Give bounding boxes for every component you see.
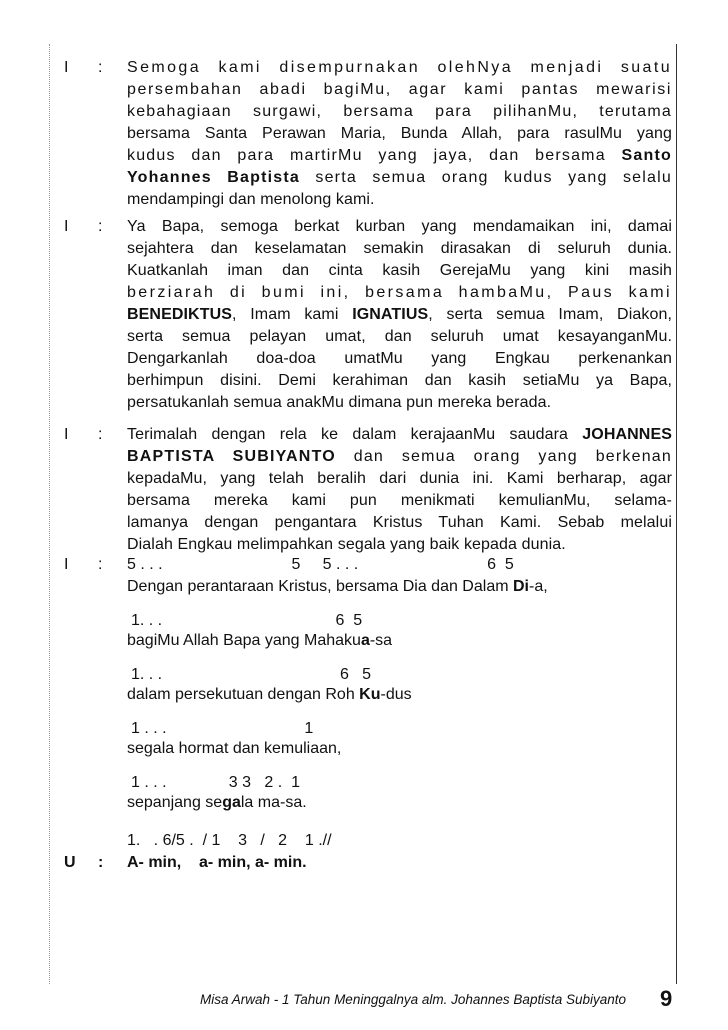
text-line: persembahan abadi bagiMu, agar kami pantas mewarisi [127, 81, 672, 98]
chant-notation: 1. . . 6 5 [131, 666, 372, 683]
text-line: serta semua pelayan umat, dan seluruh umat kesayanganMu. [127, 328, 672, 345]
text-line: berhimpun disini. Demi kerahiman dan kasih setiaMu ya Bapa, [127, 372, 672, 389]
text-segment: serta semua orang kudus yang selalu [299, 169, 672, 186]
text-line: lamanya dengan pengantara Kristus Tuhan Kami. Sebab melalui [127, 514, 672, 531]
text-line [127, 304, 672, 326]
text-line: Kuatkanlah iman dan cinta kasih GerejaMu yang kini masih [127, 262, 672, 279]
text-segment: , Imam kami [232, 306, 353, 323]
chant-notation: 5 . . . 5 5 . . . 6 5 [127, 556, 514, 573]
paragraph-1-text [127, 57, 672, 211]
chant-notation: 1 . . . 1 [131, 720, 314, 737]
page-border-left [49, 44, 50, 984]
text-segment: , serta semua Imam, Diakon, [428, 306, 673, 323]
text-line [127, 446, 672, 468]
text-segment: -a, [528, 578, 548, 595]
text-line: Semoga kami disempurnakan olehNya menjadi suatu [127, 59, 672, 76]
speaker-colon: : [98, 556, 103, 573]
speaker-colon: : [98, 218, 103, 235]
text-segment: -dus [380, 686, 412, 703]
chant-notation: 1. . . 6 5 [131, 612, 363, 629]
text-line [127, 424, 672, 446]
speaker-label: I [64, 218, 69, 235]
page-border-right [676, 44, 677, 984]
text-line: Dengarkanlah doa-doa umatMu yang Engkau perkenankan [127, 350, 672, 367]
text-line [127, 167, 672, 189]
chant-text: segala hormat dan kemuliaan, [127, 740, 342, 757]
text-line: Ya Bapa, semoga berkat kurban yang mendamaikan ini, damai [127, 218, 672, 235]
speaker-colon: : [98, 854, 104, 871]
text-segment: dalam persekutuan dengan Roh [127, 686, 360, 703]
text-segment: sepanjang se [127, 794, 223, 811]
speaker-label: I [64, 59, 69, 76]
bold-name: Santo [621, 147, 672, 164]
page-footer: Misa Arwah - 1 Tahun Meninggalnya alm. Johannes Baptista Subiyanto [200, 992, 627, 1007]
text-line: berziarah di bumi ini, bersama hambaMu, Paus kami [127, 284, 672, 301]
speaker-label: I [64, 426, 69, 443]
text-line [127, 145, 672, 167]
speaker-colon: : [98, 426, 103, 443]
text-line: persatukanlah semua anakMu dimana pun mereka berada. [127, 394, 552, 411]
text-segment: kudus dan para martirMu yang jaya, dan bersama [127, 147, 622, 164]
text-segment: la ma-sa. [240, 794, 307, 811]
text-line: bersama mereka kami pun menikmati kemulianMu, selama- [127, 492, 672, 509]
text-line: Dialah Engkau melimpahkan segala yang baik kepada dunia. [127, 536, 566, 553]
text-line: kebahagiaan surgawi, bersama para pilihanMu, terutama [127, 103, 672, 120]
paragraph-2-text [127, 216, 672, 414]
text-segment: bagiMu Allah Bapa yang Mahaku [127, 632, 361, 649]
speaker-colon: : [98, 59, 103, 76]
bold-name: BAPTISTA SUBIYANTO [127, 448, 336, 465]
text-segment: Terimalah dengan rela ke dalam kerajaanMu saudara [127, 426, 583, 443]
text-segment: -sa [369, 632, 393, 649]
text-line: sejahtera dan keselamatan semakin dirasakan di seluruh dunia. [127, 240, 672, 257]
accent-syllable: a [360, 632, 370, 649]
paragraph-3-text [127, 424, 672, 556]
accent-syllable: Ku [359, 686, 381, 703]
chant-text [127, 792, 307, 814]
bold-name: IGNATIUS [352, 306, 429, 323]
chant-text [127, 576, 548, 598]
page-number: 9 [660, 986, 673, 1011]
bold-name: JOHANNES [582, 426, 672, 443]
accent-syllable: Di [512, 578, 529, 595]
chant-notation: 1. . 6/5 . / 1 3 / 2 1 .// [127, 832, 332, 849]
bold-name: BENEDIKTUS [127, 306, 233, 323]
chant-notation: 1 . . . 3 3 2 . 1 [131, 774, 300, 791]
text-line: mendampingi dan menolong kami. [127, 191, 375, 208]
speaker-label: U [64, 854, 76, 871]
text-line: kepadaMu, yang telah beralih dari dunia ini. Kami berharap, agar [127, 470, 672, 487]
bold-name: Yohannes Baptista [127, 169, 300, 186]
speaker-label: I [64, 556, 69, 573]
chant-text [127, 684, 412, 706]
text-segment: Dengan perantaraan Kristus, bersama Dia dan Dalam [127, 578, 513, 595]
text-line: bersama Santa Perawan Maria, Bunda Allah, para rasulMu yang [127, 125, 672, 142]
chant-text [127, 630, 392, 652]
text-segment: dan semua orang yang berkenan [335, 448, 673, 465]
accent-syllable: ga [222, 794, 241, 811]
amen-text: A- min, a- min, a- min. [127, 854, 307, 871]
